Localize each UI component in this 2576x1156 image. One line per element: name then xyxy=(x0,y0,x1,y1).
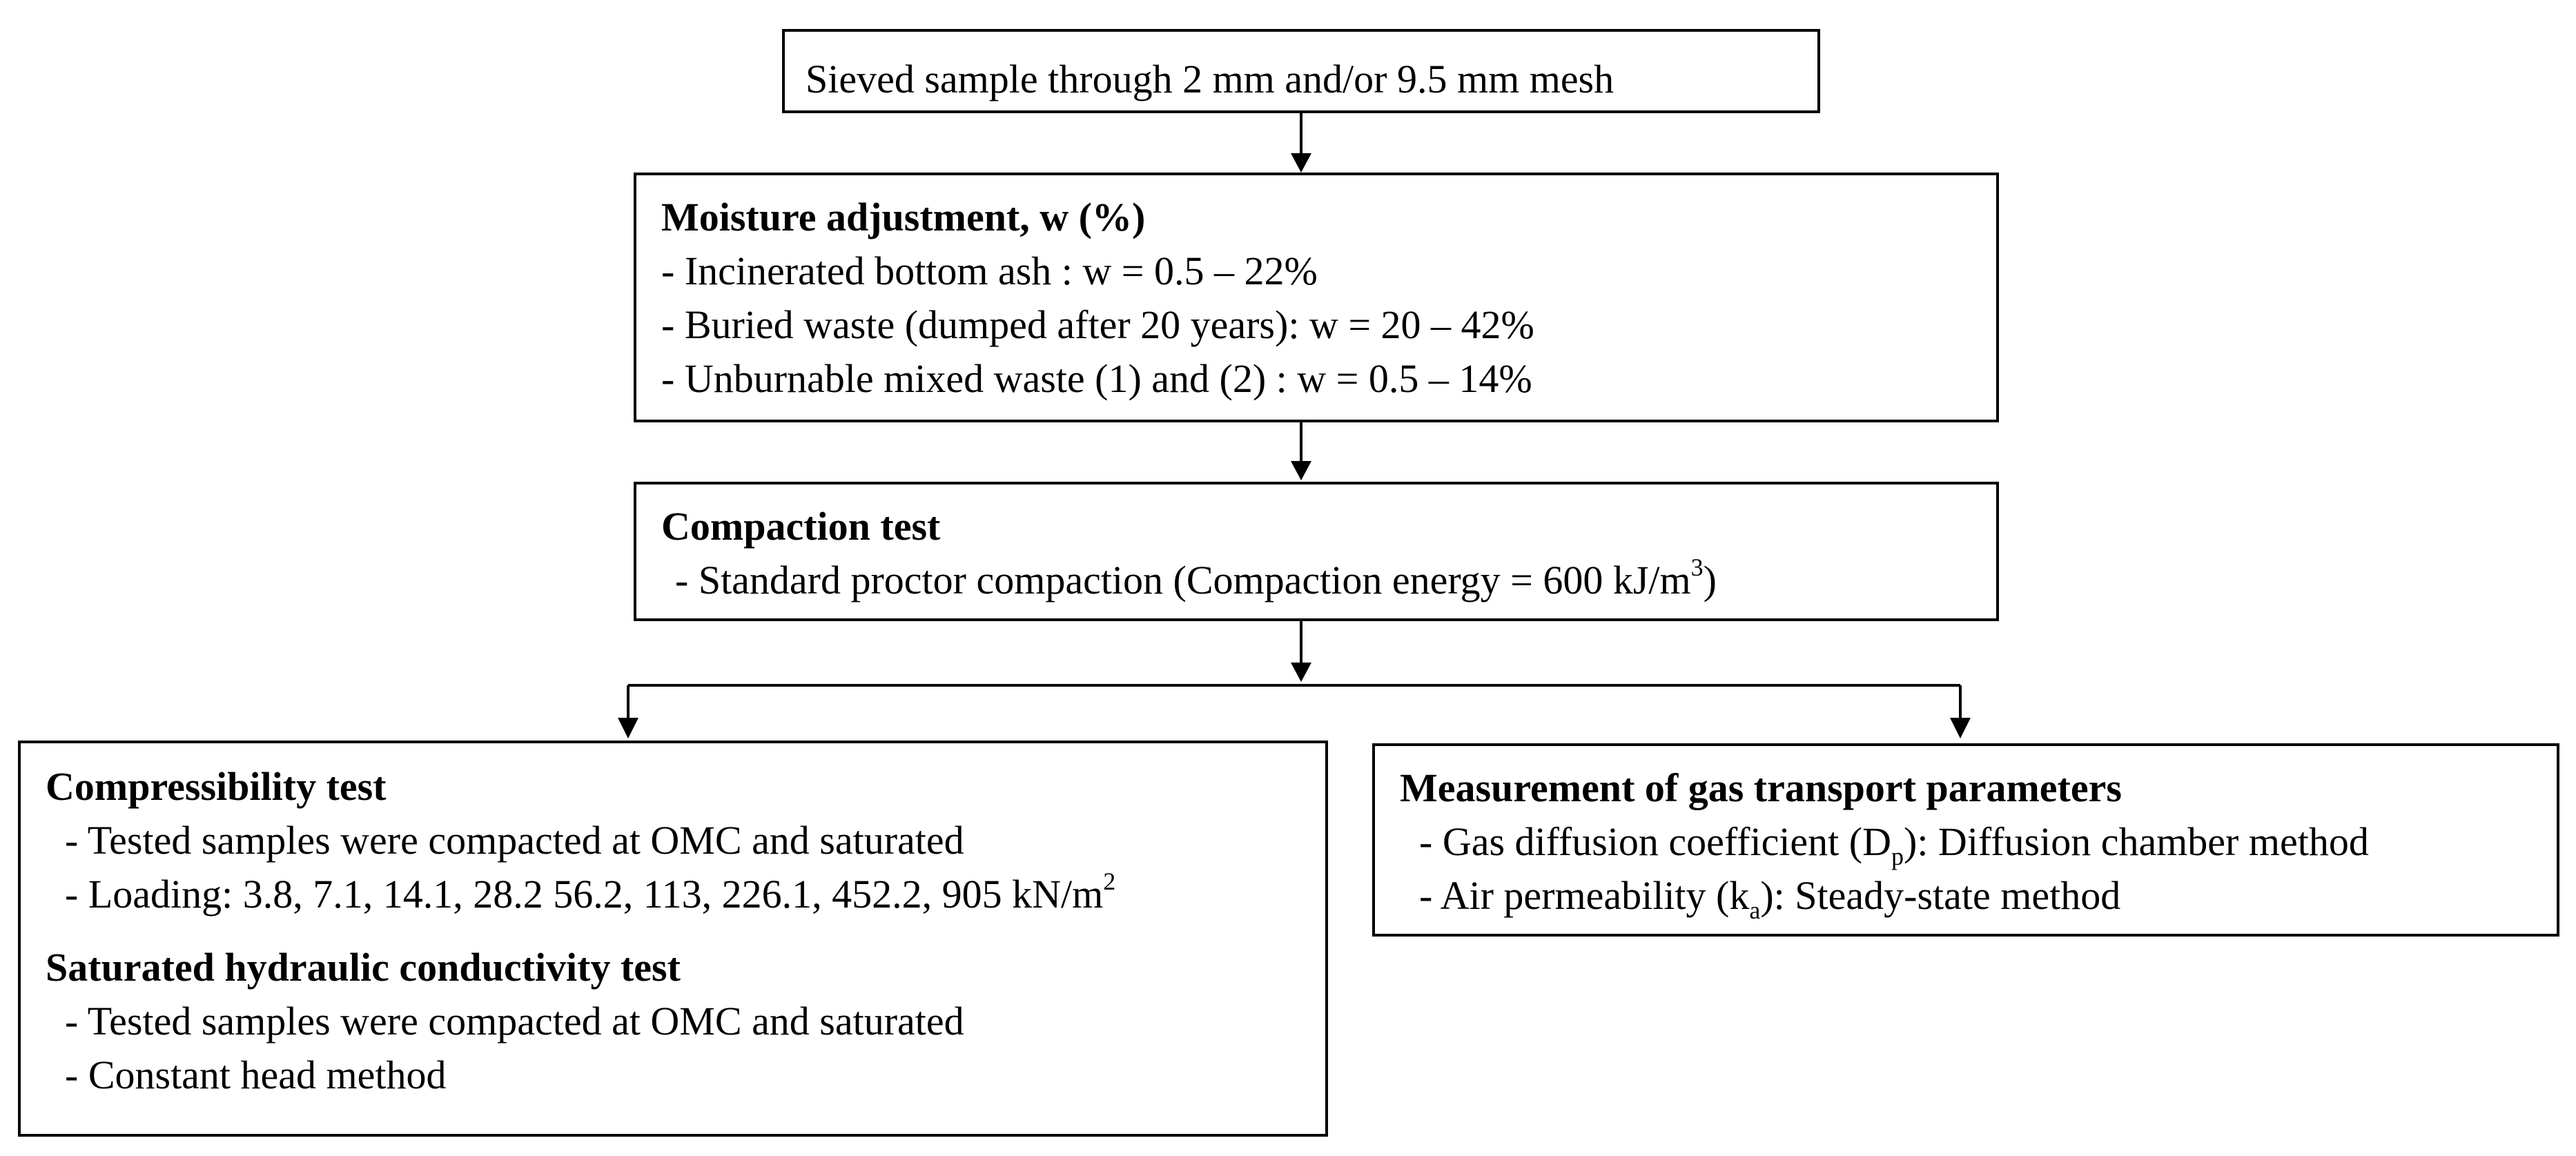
arrowhead-step3 xyxy=(1291,461,1311,480)
moisture-item-buried-waste: - Buried waste (dumped after 20 years): w = 20 – 42% xyxy=(661,302,1534,347)
gas-transport-box xyxy=(1372,743,2559,937)
sieve-step-box xyxy=(782,29,1820,113)
gas-transport-title: Measurement of gas transport parameters xyxy=(1400,765,2122,810)
moisture-adjustment-title: Moisture adjustment, w (%) xyxy=(661,195,1146,239)
hydraulic-item-method: - Constant head method xyxy=(65,1052,447,1097)
arrowhead-branch xyxy=(1291,663,1311,682)
hydraulic-conductivity-title: Saturated hydraulic conductivity test xyxy=(46,945,681,990)
compressibility-hydraulic-box xyxy=(18,741,1328,1137)
arrowhead-right-box xyxy=(1950,718,1971,738)
moisture-adjustment-box xyxy=(634,173,1999,422)
compressibility-item-loading: - Loading: 3.8, 7.1, 14.1, 28.2 56.2, 113, 226.1, 452.2, 905 $kN/m^2$ xyxy=(65,868,1116,917)
moisture-item-unburnable-waste: - Unburnable mixed waste (1) and (2) : w = 0.5 – 14% xyxy=(661,356,1532,401)
compressibility-test-title: Compressibility test xyxy=(46,764,387,809)
compaction-test-item: - Standard proctor compaction (Compaction energy = 600 $kJ/m^3$) xyxy=(675,553,1717,603)
compaction-test-box xyxy=(634,482,1999,621)
arrowhead-step2 xyxy=(1291,153,1311,173)
hydraulic-item-samples: - Tested samples were compacted at OMC and saturated xyxy=(65,999,964,1044)
sieve-step-text: Sieved sample through 2 mm and/or 9.5 mm mesh xyxy=(806,57,1614,101)
compressibility-item-samples: - Tested samples were compacted at OMC and saturated xyxy=(65,818,964,863)
gas-diffusion-item: - Gas diffusion coefficient $(D_p)$: Diffusion chamber method xyxy=(1419,819,2369,870)
moisture-item-bottom-ash: - Incinerated bottom ash : w = 0.5 – 22% xyxy=(661,248,1318,293)
arrowhead-left-box xyxy=(618,718,638,738)
air-permeability-item: - Air permeability $(k_a)$: Steady-state method xyxy=(1419,873,2121,924)
compaction-test-title: Compaction test xyxy=(661,504,941,549)
